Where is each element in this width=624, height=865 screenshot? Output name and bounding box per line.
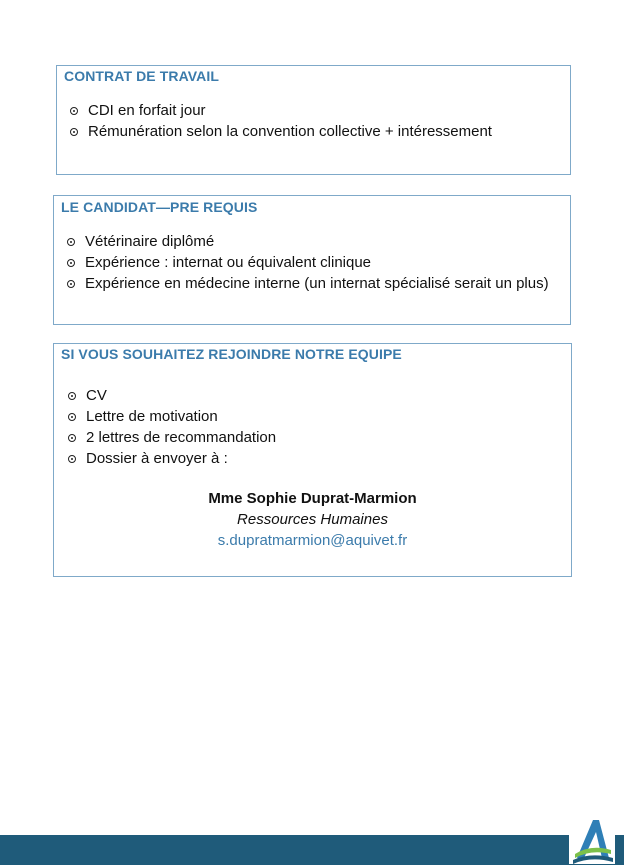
list-item (68, 406, 276, 427)
list-item-text: Expérience en médecine interne (un internat spécialisé serait un plus) (85, 275, 549, 292)
join-list (68, 385, 276, 469)
list-item (67, 273, 549, 294)
candidate-list (67, 231, 549, 294)
list-item (68, 385, 276, 406)
list-item-text: Dossier à envoyer à : (86, 450, 228, 467)
contract-list (70, 100, 492, 142)
contact-role: Ressources Humaines (237, 511, 388, 528)
list-item (70, 100, 492, 121)
aquivet-logo-icon (569, 814, 615, 864)
list-item-text: Vétérinaire diplômé (85, 233, 215, 250)
bullet-icon (70, 107, 78, 115)
list-item-text: CV (86, 387, 107, 404)
list-item (67, 252, 549, 273)
bullet-icon (67, 280, 75, 288)
contract-title: CONTRAT DE TRAVAIL (64, 68, 220, 84)
contact-block (54, 488, 571, 551)
bullet-icon (70, 128, 78, 136)
bullet-icon (68, 434, 76, 442)
list-item (70, 121, 492, 142)
bullet-icon (68, 455, 76, 463)
list-item (68, 427, 276, 448)
list-item-text: Lettre de motivation (86, 408, 218, 425)
join-title: SI VOUS SOUHAITEZ REJOINDRE NOTRE EQUIPE (61, 346, 402, 362)
footer-bar (0, 835, 624, 865)
bullet-icon (68, 392, 76, 400)
list-item (68, 448, 276, 469)
bullet-icon (68, 413, 76, 421)
bullet-icon (67, 259, 75, 267)
list-item-text: Expérience : internat ou équivalent clinique (85, 254, 372, 271)
bullet-icon (67, 238, 75, 246)
list-item-text: Rémunération selon la convention collective + intéressement (88, 123, 492, 140)
list-item-text: CDI en forfait jour (88, 102, 206, 119)
contact-email-link[interactable]: s.dupratmarmion@aquivet.fr (217, 532, 408, 549)
candidate-title: LE CANDIDAT—PRE REQUIS (61, 199, 258, 215)
list-item (67, 231, 549, 252)
list-item-text: 2 lettres de recommandation (86, 429, 277, 446)
contact-name: Mme Sophie Duprat-Marmion (208, 490, 417, 507)
